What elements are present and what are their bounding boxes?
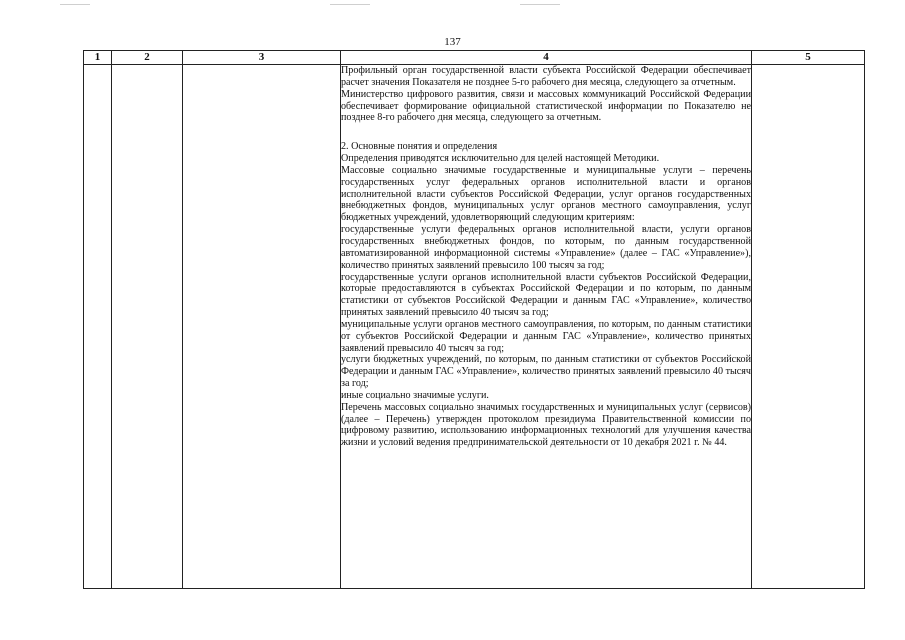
paragraph: Профильный орган государственной власти субъекта Российской Федерации обеспечивает расчет значения Показателя не позднее 5-го рабочего дня месяца, следующего за отчетным.	[341, 65, 751, 88]
paragraph: государственные услуги федеральных органов исполнительной власти, услуги органов государственных внебюджетных фондов, по которым, по данным государственной автоматизированной информационной системы «Управление» (далее – ГАС «Управление»), количество принятых заявлений превысило 100 тысяч за год;	[341, 224, 751, 271]
column-header-1: 1	[84, 51, 112, 65]
column-header-2: 2	[112, 51, 183, 65]
scan-edge-line	[330, 4, 370, 5]
paragraph: Массовые социально значимые государственные и муниципальные услуги – перечень государственных услуг федеральных органов исполнительной власти и органов исполнительной власти субъектов Российской Федерации, услуг органов государственных внебюджетных фондов, муниципальных услуг органов местного самоуправления, услуг бюджетных учреждений, удовлетворяющий следующим критериям:	[341, 164, 751, 224]
column-header-5: 5	[752, 51, 865, 65]
paragraph: Перечень массовых социально значимых государственных и муниципальных услуг (сервисов) (далее – Перечень) утвержден протоколом президиума Правительственной комиссии по цифровому развитию, использованию информационных технологий для улучшения качества жизни и условий ведения предпринимательской деятельности от 10 декабря 2021 г. № 44.	[341, 401, 751, 449]
paragraph: муниципальные услуги органов местного самоуправления, по которым, по данным статистики от субъектов Российской Федерации и данным ГАС «Управление», количество принятых заявлений превысило 40 тысяч за год;	[341, 318, 751, 354]
paragraph: Министерство цифрового развития, связи и массовых коммуникаций Российской Федерации обеспечивает формирование официальной статистической информации по Показателю не позднее 8-го рабочего дня месяца, следующего за отчетным.	[341, 88, 751, 124]
cell-col3	[183, 65, 341, 589]
paragraph: Определения приводятся исключительно для целей настоящей Методики.	[341, 153, 660, 165]
blank-line	[341, 124, 751, 141]
column-header-4: 4	[341, 51, 752, 65]
cell-col4-text	[341, 65, 752, 589]
paragraph: иные социально значимые услуги.	[341, 389, 489, 401]
scan-edge-line	[60, 4, 90, 5]
section-heading: 2. Основные понятия и определения	[341, 141, 498, 153]
scan-edge-line	[520, 4, 560, 5]
cell-col2	[112, 65, 183, 589]
paragraph: услуги бюджетных учреждений, по которым, по данным статистики от субъектов Российской Федерации и данным ГАС «Управление», количество принятых заявлений превысило 40 тысяч за год;	[341, 354, 751, 390]
cell-col1	[84, 65, 112, 589]
table-header-row	[84, 51, 865, 65]
methodology-table	[83, 50, 865, 589]
page-number: 137	[444, 36, 461, 48]
paragraph: государственные услуги органов исполнительной власти субъектов Российской Федерации, которые предоставляются в субъектах Российской Федерации и по которым, по данным статистики от субъектов Российской Федерации и данным ГАС «Управление», количество принятых заявлений превысило 40 тысяч за год;	[341, 271, 751, 319]
column-header-3: 3	[183, 51, 341, 65]
table-row	[84, 65, 865, 589]
cell-col5	[752, 65, 865, 589]
